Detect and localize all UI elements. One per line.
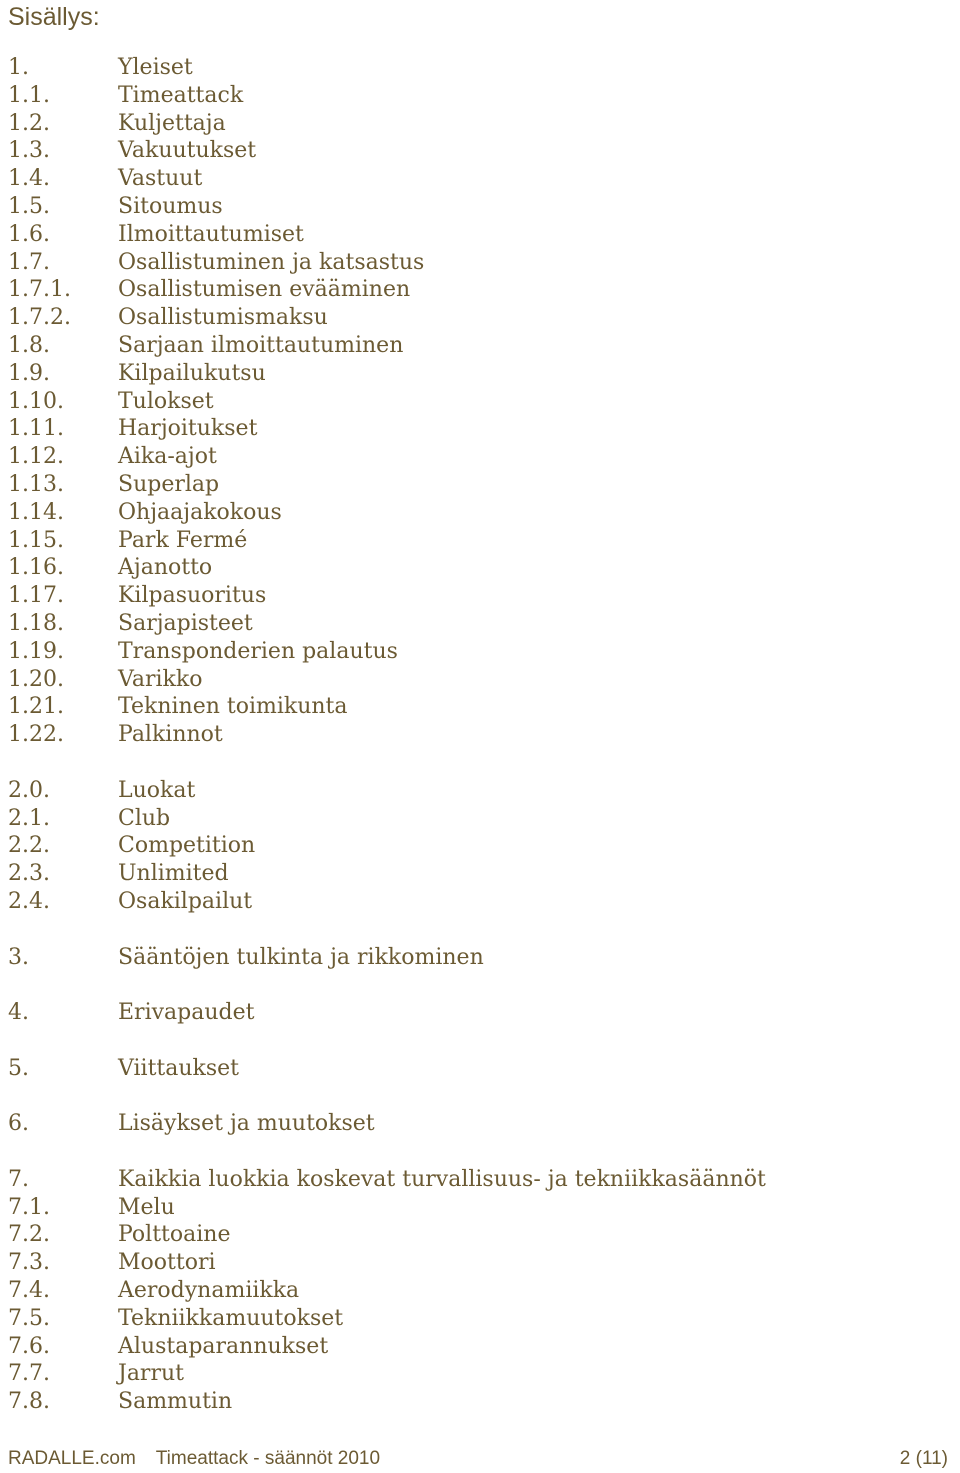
toc-entry-title: Kuljettaja (118, 110, 226, 136)
toc-entry (8, 54, 948, 82)
toc-entry-title: Osallistumismaksu (118, 305, 328, 331)
toc-entry-number: 3. (8, 944, 29, 970)
toc-entry-title: Kaikkia luokkia koskevat turvallisuus- ja tekniikkasäännöt (118, 1166, 766, 1192)
toc-entry-title: Competition (118, 833, 256, 859)
toc-entry-title: Palkinnot (118, 722, 223, 748)
toc-entry (8, 721, 948, 749)
toc-entry (8, 1055, 948, 1083)
toc-entry-title: Ilmoittautumiset (118, 221, 304, 247)
toc-entry-title: Osakilpailut (118, 888, 253, 914)
toc-entry-title: Harjoitukset (118, 416, 258, 442)
toc-entry-number: 1.16. (8, 555, 64, 581)
toc-entry-title: Jarrut (118, 1361, 184, 1387)
toc-entry-number: 1.10. (8, 388, 64, 414)
toc-entry-number: 2.2. (8, 833, 50, 859)
toc-entry (8, 1166, 948, 1194)
toc-spacer (8, 1082, 948, 1110)
toc-entry-number: 1.11. (8, 416, 64, 442)
toc-entry-number: 1.13. (8, 471, 64, 497)
toc-entry (8, 638, 948, 666)
toc-entry (8, 888, 948, 916)
toc-entry (8, 110, 948, 138)
toc-entry-title: Ohjaajakokous (118, 499, 282, 525)
toc-entry (8, 276, 948, 304)
toc-entry-title: Vakuutukset (118, 138, 257, 164)
toc-entry-number: 1.22. (8, 722, 64, 748)
toc-entry-title: Aerodynamiikka (118, 1278, 300, 1304)
toc-entry (8, 332, 948, 360)
toc-entry-title: Aika-ajot (118, 444, 217, 470)
footer-left (8, 1446, 380, 1472)
toc-entry-number: 7.5. (8, 1305, 50, 1331)
toc-entry-number: 1.8. (8, 332, 50, 358)
toc-entry (8, 1333, 948, 1361)
toc-entry-title: Club (118, 805, 171, 831)
page-footer (8, 1446, 948, 1472)
toc-entry (8, 1360, 948, 1388)
toc-entry-number: 7. (8, 1166, 29, 1192)
toc-entry-title: Tekniikkamuutokset (118, 1305, 344, 1331)
toc-entry-title: Sarjapisteet (118, 610, 253, 636)
toc-entry-title: Unlimited (118, 861, 229, 887)
toc-entry (8, 249, 948, 277)
toc-entry-number: 1.12. (8, 444, 64, 470)
toc-entry-title: Lisäykset ja muutokset (118, 1111, 375, 1137)
toc-entry (8, 777, 948, 805)
toc-entry (8, 499, 948, 527)
toc-entry (8, 1110, 948, 1138)
toc-entry-number: 6. (8, 1111, 29, 1137)
footer-page-number: 2 (11) (899, 1448, 948, 1469)
toc-entry-title: Yleiset (118, 55, 193, 80)
toc-entry-number: 7.3. (8, 1250, 50, 1276)
toc-entry-title: Melu (118, 1194, 175, 1220)
toc-entry-title: Alustaparannukset (118, 1333, 329, 1359)
toc-entry-title: Luokat (118, 777, 196, 803)
toc-entry (8, 1221, 948, 1249)
footer-site: RADALLE.com (8, 1448, 136, 1469)
toc-entry (8, 693, 948, 721)
toc-entry (8, 666, 948, 694)
toc-entry (8, 82, 948, 110)
toc-entry-title: Timeattack (118, 82, 244, 108)
toc-spacer (8, 749, 948, 777)
toc-entry (8, 944, 948, 972)
toc-entry (8, 1249, 948, 1277)
toc-entry-title: Ajanotto (118, 555, 213, 581)
toc-entry-title: Varikko (118, 666, 203, 692)
toc-entry-number: 7.7. (8, 1361, 50, 1387)
toc-entry-number: 1.6. (8, 221, 50, 247)
toc-entry-number: 1.7.1. (8, 277, 71, 303)
toc-entry-title: Transponderien palautus (118, 638, 398, 664)
toc-entry-number: 2.1. (8, 805, 50, 831)
toc-entry-number: 1.5. (8, 193, 50, 219)
toc-entry-number: 1.9. (8, 360, 50, 386)
toc-entry (8, 388, 948, 416)
toc-entry (8, 999, 948, 1027)
toc-entry-title: Sääntöjen tulkinta ja rikkominen (118, 944, 484, 970)
toc-heading: Sisällys: (8, 3, 100, 31)
toc-entry-title: Superlap (118, 471, 220, 497)
toc-entry-number: 1.7.2. (8, 305, 71, 331)
table-of-contents (8, 54, 948, 1416)
toc-entry (8, 360, 948, 388)
toc-entry (8, 1388, 948, 1416)
toc-entry-number: 1.7. (8, 249, 50, 275)
toc-entry-number: 1.1. (8, 82, 50, 108)
toc-entry-number: 1.18. (8, 610, 64, 636)
toc-entry-number: 2.3. (8, 861, 50, 887)
toc-entry-number: 1.4. (8, 166, 50, 192)
toc-entry (8, 610, 948, 638)
toc-entry (8, 415, 948, 443)
toc-entry (8, 137, 948, 165)
toc-entry (8, 471, 948, 499)
toc-entry-number: 1.21. (8, 694, 64, 720)
toc-entry (8, 304, 948, 332)
toc-spacer (8, 1138, 948, 1166)
toc-entry (8, 554, 948, 582)
toc-entry-title: Kilpailukutsu (118, 360, 266, 386)
toc-entry-title: Sitoumus (118, 193, 223, 219)
toc-entry (8, 582, 948, 610)
toc-entry-title: Kilpasuoritus (118, 583, 267, 609)
toc-entry-title: Moottori (118, 1250, 216, 1276)
toc-entry-number: 5. (8, 1055, 29, 1081)
toc-entry-title: Vastuut (118, 166, 203, 192)
toc-entry (8, 1277, 948, 1305)
toc-entry-title: Osallistumisen evääminen (118, 277, 411, 303)
toc-entry-title: Sammutin (118, 1389, 233, 1415)
toc-spacer (8, 1027, 948, 1055)
toc-entry-title: Viittaukset (118, 1055, 240, 1081)
toc-entry-title: Osallistuminen ja katsastus (118, 249, 425, 275)
toc-entry-number: 2.0. (8, 777, 50, 803)
toc-entry-number: 1.15. (8, 527, 64, 553)
toc-entry (8, 860, 948, 888)
toc-entry (8, 443, 948, 471)
toc-entry (8, 221, 948, 249)
toc-entry-title: Tulokset (118, 388, 214, 414)
toc-entry-number: 7.1. (8, 1194, 50, 1220)
toc-entry-number: 1.2. (8, 110, 50, 136)
toc-entry-title: Polttoaine (118, 1222, 231, 1248)
toc-spacer (8, 916, 948, 944)
toc-entry-number: 7.2. (8, 1222, 50, 1248)
toc-entry-number: 1.20. (8, 666, 64, 692)
toc-entry-number: 1.14. (8, 499, 64, 525)
toc-entry-number: 1.3. (8, 138, 50, 164)
toc-spacer (8, 971, 948, 999)
toc-entry-number: 4. (8, 1000, 29, 1026)
toc-entry-title: Tekninen toimikunta (118, 694, 348, 720)
toc-entry-title: Sarjaan ilmoittautuminen (118, 332, 404, 358)
toc-entry (8, 193, 948, 221)
toc-entry-number: 2.4. (8, 888, 50, 914)
toc-entry (8, 805, 948, 833)
toc-entry-title: Erivapaudet (118, 1000, 255, 1026)
toc-entry-number: 1. (8, 55, 29, 80)
toc-entry-number: 1.19. (8, 638, 64, 664)
toc-entry (8, 165, 948, 193)
toc-entry-number: 7.6. (8, 1333, 50, 1359)
toc-entry-number: 7.4. (8, 1278, 50, 1304)
toc-entry-number: 1.17. (8, 583, 64, 609)
toc-entry (8, 832, 948, 860)
toc-entry (8, 1305, 948, 1333)
toc-entry-title: Park Fermé (118, 527, 248, 553)
footer-doc-title: Timeattack - säännöt 2010 (155, 1448, 381, 1469)
toc-entry (8, 1194, 948, 1222)
toc-entry (8, 527, 948, 555)
toc-entry-number: 7.8. (8, 1389, 50, 1415)
